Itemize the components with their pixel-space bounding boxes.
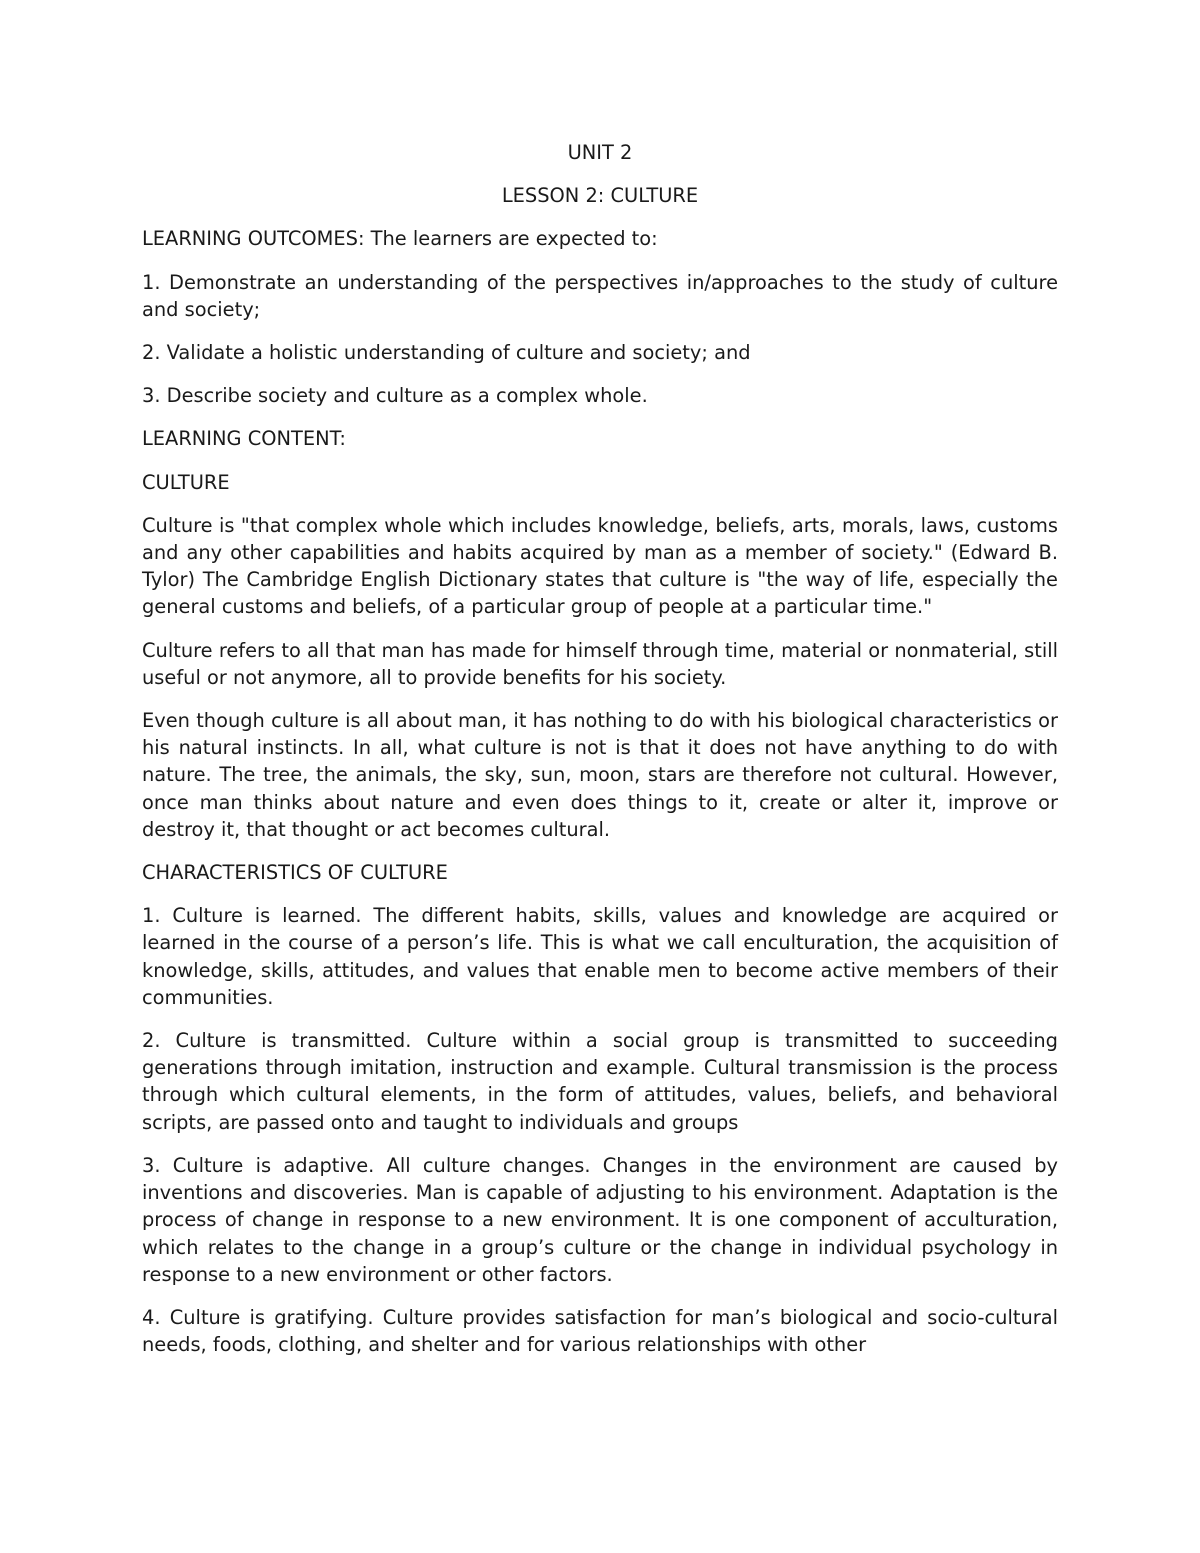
characteristic-item: 4. Culture is gratifying. Culture provides satisfaction for man’s biological and socio-cultural needs, foods, clothing, and shelter and for various relationships with other	[142, 1305, 1058, 1357]
characteristic-item: 2. Culture is transmitted. Culture within a social group is transmitted to succeeding generations through imitation, instruction and example. Cultural transmission is the process through which cultural elements, in the form of attitudes, values, beliefs, and behavioral scripts, are passed onto and taught to individuals and groups	[142, 1029, 1058, 1134]
learning-content-heading: LEARNING CONTENT:	[142, 427, 346, 451]
document-page	[142, 139, 1058, 1374]
characteristic-item: 1. Culture is learned. The different habits, skills, values and knowledge are acquired or learned in the course of a person’s life. This is what we call enculturation, the acquisition of knowledge, skills, attitudes, and values that enable men to become active members of their communities.	[142, 904, 1058, 1009]
learning-outcomes-heading: LEARNING OUTCOMES: The learners are expected to:	[142, 227, 658, 251]
culture-heading: CULTURE	[142, 470, 230, 494]
characteristics-heading: CHARACTERISTICS OF CULTURE	[142, 861, 448, 885]
outcome-item: 2. Validate a holistic understanding of culture and society; and	[142, 341, 751, 365]
culture-paragraph: Culture is "that complex whole which includes knowledge, beliefs, arts, morals, laws, customs and any other capabilities and habits acquired by man as a member of society." (Edward B. Tylor) The Cambridge English Dictionary states that culture is "the way of life, especially the general customs and beliefs, of a particular group of people at a particular time."	[142, 513, 1058, 619]
culture-paragraph: Even though culture is all about man, it has nothing to do with his biological characteristics or his natural instincts. In all, what culture is not is that it does not have anything to do with nature. The tree, the animals, the sky, sun, moon, stars are therefore not cultural. However, once man thinks about nature and even does things to it, create or alter it, improve or destroy it, that thought or act becomes cultural.	[142, 709, 1058, 841]
characteristic-item: 3. Culture is adaptive. All culture changes. Changes in the environment are caused by inventions and discoveries. Man is capable of adjusting to his environment. Adaptation is the process of change in response to a new environment. It is one component of acculturation, which relates to the change in a group’s culture or the change in individual psychology in response to a new environment or other factors.	[142, 1153, 1058, 1286]
outcome-item: 1. Demonstrate an understanding of the perspectives in/approaches to the study of culture and society;	[142, 270, 1058, 321]
culture-paragraph: Culture refers to all that man has made for himself through time, material or nonmaterial, still useful or not anymore, all to provide benefits for his society.	[142, 638, 1058, 689]
outcome-item: 3. Describe society and culture as a complex whole.	[142, 384, 648, 408]
unit-title: UNIT 2	[567, 141, 633, 164]
lesson-title: LESSON 2: CULTURE	[501, 184, 699, 208]
